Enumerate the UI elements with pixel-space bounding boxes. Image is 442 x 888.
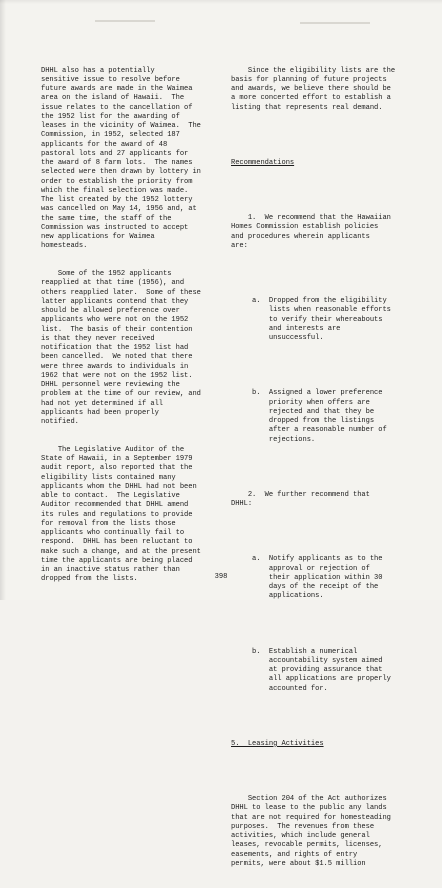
right-column	[231, 48, 421, 888]
recommendation-2: 2. We further recommend that DHHL:	[231, 490, 370, 508]
left-column	[41, 48, 233, 603]
recommendation-1a: a. Dropped from the eligibility lists when reasonable efforts to verify their whereabouts and interests are unsuccessful.	[252, 297, 391, 342]
recommendation-1: 1. We recommend that the Hawaiian Homes Commission establish policies and procedures wherein applicants are:	[231, 214, 391, 250]
paragraph-1952-applicants: Some of the 1952 applicants reapplied at that time (1956), and others reapplied later. Some of these latter applicants contend that they should be allowed preference over applicants who were not on the 1952 list. The basis of their contention is that they never received notification that the 1952 list had been cancelled. We noted that there were three awards to individuals in 1962 that were not on the 1952 list. DHHL personnel were reviewing the problem at the time of our review, and had not yet determined if all applicants had been properly notified.	[41, 270, 201, 426]
paragraph-eligibility-lists: Since the eligibility lists are the basis for planning of future projects and awards, we believe there should be a more concerted effort to establish a listing that represents real demand.	[231, 66, 396, 112]
recommendations-heading: Recommendations	[231, 158, 295, 167]
scan-artifact	[95, 20, 155, 22]
scan-artifact	[300, 22, 370, 24]
paragraph-waimea-issue: DHHL also has a potentially sensitive issue to resolve before future awards are made in the Waimea area on the island of Hawaii. The issue relates to the cancellation of the 1952 list for the awarding of leases in the vicinity of Waimea. The Commission, in 1952, selected 187 applicants for the award of 48 pastoral lots and 27 applicants for the award of 8 farm lots. The names selected were then drawn by lottery in order to establish the priority from which the final selection was made. The list created by the 1952 lottery was cancelled on May 14, 1956 and, at the same time, the staff of the Commission was instructed to accept new applications for Waimea homesteads.	[41, 66, 201, 251]
recommendation-1b: b. Assigned a lower preference priority when offers are rejected and that they be dropped from the listings after a reasonable number of rejections.	[252, 389, 387, 444]
page-number: 398	[214, 573, 228, 581]
leasing-activities-heading: 5. Leasing Activities	[231, 739, 324, 748]
recommendation-2b: b. Establish a numerical accountability system aimed at providing assurance that all applications are properly accounted for.	[252, 647, 391, 693]
paragraph-legislative-auditor: The Legislative Auditor of the State of Hawaii, in a September 1979 audit report, also reported that the eligibility lists contained many applicants whom the DHHL had not been able to contact. The Legislative Auditor recommended that DHHL amend its rules and regulations to provide for removal from the lists those applicants who continually fail to respond. DHHL has been reluctant to make such a change, and at the present time the applicants are being placed in an inactive status rather than dropped from the lists.	[41, 445, 201, 584]
paragraph-leasing: Section 204 of the Act authorizes DHHL to lease to the public any lands that are not required for homesteading purposes. The revenues from these activities, which include general leases, revocable permits, licenses, easements, and rights of entry permits, were about $1.5 million	[231, 795, 391, 868]
recommendation-2a: a. Notify applicants as to the approval or rejection of their application within 30 days of the receipt of the applications.	[252, 555, 383, 601]
